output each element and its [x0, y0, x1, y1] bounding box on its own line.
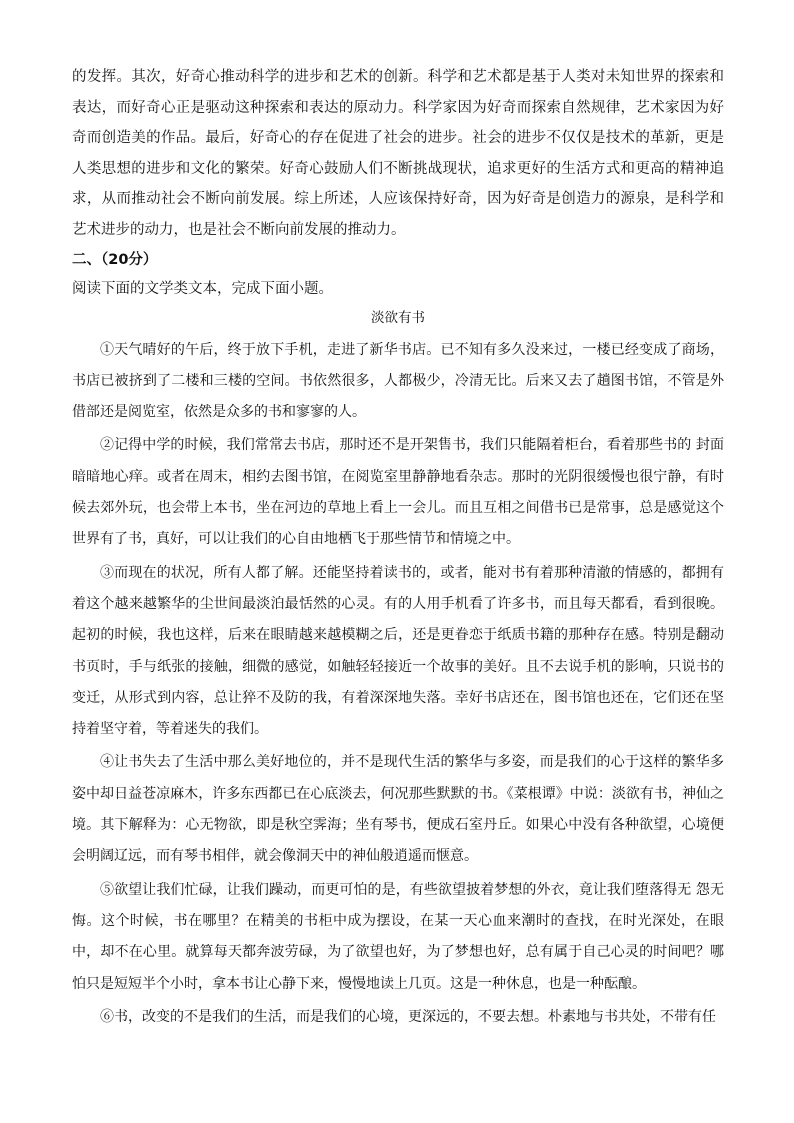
document-page [72, 62, 724, 1035]
article-paragraph-6: ⑥书，改变的不是我们的生活，而是我们的心境，更深远的，不要去想。朴素地与书共处，不带有任 [100, 1008, 716, 1025]
section-heading: 二、（20分） [72, 251, 158, 268]
article-paragraph-3: ③而现在的状况，所有人都了解。还能坚持着读书的，或者，能对书有着那种清澈的情感的，都拥有着这个越来越繁华的尘世间最淡泊最恬然的心灵。有的人用手机看了许多书，而且每天都看，看到很晚。起初的时候，我也这样，后来在眼睛越来越模糊之后，还是更眷恋于纸质书籍的那种存在感。特别是翻动书页时，手与纸张的接触，细微的感觉，如触轻轻接近一个故事的美好。且不去说手机的影响，只说书的变迁，从形式到内容，总让猝不及防的我，有着深深地失落。幸好书店还在，图书馆也还在，它们还在坚持着坚守着，等着迷失的我们。 [72, 564, 724, 738]
article-paragraph-2: ②记得中学的时候，我们常常去书店，那时还不是开架售书，我们只能隔着柜台，看着那些书的 封面暗暗地心痒。或者在周末，相约去图书馆，在阅览室里静静地看杂志。那时的光阴很缓慢也很宁静，有时候去郊外玩，也会带上本书，坐在河边的草地上看上一会儿。而且互相之间借书已是常事，总是感觉这个世界有了书，真好，可以让我们的心自由地栖飞于那些情节和情境之中。 [72, 437, 724, 548]
article-paragraph-4: ④让书失去了生活中那么美好地位的，并不是现代生活的繁华与多姿，而是我们的心于这样的繁华多姿中却日益苍凉麻木，许多东西都已在心底淡去，何况那些默默的书。《菜根谭》中说：淡欲有书，神仙之境。其下解释为：心无物欲，即是秋空霁海；坐有琴书，便成石室丹丘。如果心中没有各种欲望，心境便会明阔辽远，而有琴书相伴，就会像洞天中的神仙般逍遥而惬意。 [72, 754, 724, 865]
article-paragraph-1: ①天气晴好的午后，终于放下手机，走进了新华书店。已不知有多久没来过，一楼已经变成了商场，书店已被挤到了二楼和三楼的空间。书依然很多，人都极少，冷清无比。后来又去了趟图书馆，不管是外借部还是阅览室，依然是众多的书和寥寥的人。 [72, 341, 724, 421]
article-paragraph-5: ⑤欲望让我们忙碌，让我们躁动，而更可怕的是，有些欲望披着梦想的外衣，竟让我们堕落得无 怨无悔。这个时候，书在哪里？在精美的书柜中成为摆设，在某一天心血来潮时的查找，在时光深处，在眼中，却不在心里。就算每天都奔波劳碌，为了欲望也好，为了梦想也好，总有属于自己心灵的时间吧？哪怕只是短短半个小时，拿本书让心静下来，慢慢地读上几页。这是一种休息，也是一种酝酿。 [72, 881, 724, 992]
section-instruction: 阅读下面的文学类文本，完成下面小题。 [72, 280, 333, 297]
article-title: 淡欲有书 [371, 309, 425, 326]
intro-paragraph: 的发挥。其次，好奇心推动科学的进步和艺术的创新。科学和艺术都是基于人类对未知世界的探索和表达，而好奇心正是驱动这种探索和表达的原动力。科学家因为好奇而探索自然规律，艺术家因为好奇而创造美的作品。最后，好奇心的存在促进了社会的进步。社会的进步不仅仅是技术的革新，更是人类思想的进步和文化的繁荣。好奇心鼓励人们不断挑战现状，追求更好的生活方式和更高的精神追求，从而推动社会不断向前发展。综上所述，人应该保持好奇，因为好奇是创造力的源泉，是科学和艺术进步的动力，也是社会不断向前发展的推动力。 [72, 69, 724, 238]
